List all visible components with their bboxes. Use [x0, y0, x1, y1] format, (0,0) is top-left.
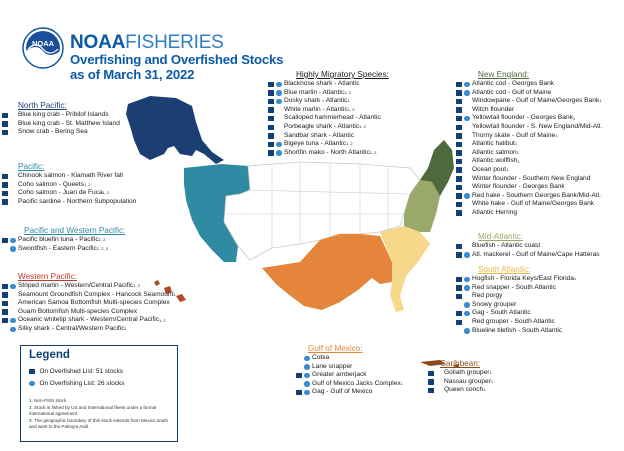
stock-label: Ocean pout	[472, 165, 507, 173]
marker-spacer	[10, 182, 16, 188]
marker-spacer	[464, 176, 470, 182]
marker-spacer	[276, 133, 282, 139]
marker-spacer	[276, 107, 282, 113]
stock-label: Yellowtail flounder - Georges Bank	[472, 114, 573, 122]
stock-label: Sandbar shark - Atlantic	[284, 131, 355, 139]
stock-item: Atlantic halibut 1	[456, 140, 602, 149]
stock-label: Bigeye tuna - Atlantic	[284, 140, 346, 148]
stock-item	[456, 192, 602, 201]
alaska-region	[126, 96, 224, 164]
overfished-square-icon	[428, 379, 434, 385]
legend-note-2: 2. Stock is fished by US and International fleets under a formal international agreement	[29, 405, 157, 416]
overfished-square-icon	[456, 252, 462, 258]
overfishing-circle-icon	[10, 327, 16, 333]
overfishing-circle-icon	[464, 90, 470, 96]
overfishing-circle-icon	[304, 373, 310, 379]
overfished-square-icon	[268, 133, 274, 139]
overfished-square-icon	[2, 301, 8, 307]
stock-item: Shortfin mako - North Atlantic 1, 2	[268, 149, 389, 158]
stock-label: Coho salmon - Juan de Fuca	[18, 189, 103, 197]
overfishing-circle-icon	[464, 277, 470, 283]
overfishing-circle-icon	[29, 381, 35, 387]
stock-item	[456, 106, 602, 115]
section-western-pacific	[2, 272, 176, 334]
section-pacific-western-pacific	[2, 226, 125, 253]
overfished-square-icon	[268, 142, 274, 148]
section-title-north-pacific: North Pacific:	[18, 101, 67, 110]
stock-item	[296, 363, 403, 372]
section-gulf-of-mexico	[296, 344, 403, 397]
stock-item: Atlantic salmon 1	[456, 149, 602, 158]
overfished-square-icon	[268, 90, 274, 96]
overfishing-circle-icon	[464, 116, 470, 122]
overfished-square-icon	[2, 113, 8, 119]
overfished-square-icon	[268, 99, 274, 105]
stock-label: Blueline tilefish - South Atlantic	[472, 326, 563, 334]
marker-spacer	[296, 356, 302, 362]
marker-spacer	[464, 142, 470, 148]
stock-item: Porbeagle shark - Atlantic 1, 2	[268, 123, 389, 132]
overfished-square-icon	[456, 294, 462, 300]
overfishing-circle-icon	[10, 284, 16, 290]
stock-item	[456, 309, 576, 318]
section-pacific	[2, 162, 136, 206]
stock-label: Thorny skate - Gulf of Maine	[472, 131, 556, 139]
overfishing-circle-icon	[304, 390, 310, 396]
stock-label: Queen conch	[444, 386, 484, 394]
overfished-square-icon	[456, 244, 462, 250]
stock-item	[2, 198, 136, 207]
stock-item	[456, 89, 602, 98]
overfishing-circle-icon	[464, 285, 470, 291]
overfished-square-icon	[456, 277, 462, 283]
stock-item: Pacific bluefin tuna - Pacific 1, 2	[2, 236, 125, 245]
overfishing-circle-icon	[464, 311, 470, 317]
stock-label: Blue marlin - Atlantic	[284, 88, 345, 96]
stock-item	[456, 209, 602, 218]
section-caribbean	[428, 359, 493, 395]
overfishing-circle-icon	[304, 381, 310, 387]
stock-label: Gag - South Atlantic	[472, 309, 531, 317]
stock-item	[296, 371, 403, 380]
stock-label: Atlantic salmon	[472, 148, 517, 156]
stock-item: Coho salmon - Juan de Fuca 1, 2	[2, 189, 136, 198]
section-title-gulf-of-mexico: Gulf of Mexico:	[308, 344, 363, 353]
stock-label: Atlantic Herring	[472, 208, 518, 216]
stock-label: Gag - Gulf of Mexico	[312, 388, 373, 396]
stock-item: Nassau grouper 1	[428, 378, 493, 387]
overfished-square-icon	[268, 82, 274, 88]
overfishing-circle-icon	[464, 328, 470, 334]
stock-label: Bluefish - Atlantic coast	[472, 242, 541, 249]
overfished-square-icon	[456, 82, 462, 88]
overfished-square-icon	[2, 199, 8, 205]
overfishing-circle-icon	[276, 150, 282, 156]
section-title-western-pacific: Western Pacific:	[18, 272, 77, 281]
stock-label: American Samoa Bottomfish Multi-species Complex	[18, 299, 170, 307]
stock-label: Dusky shark - Atlantic	[284, 97, 348, 105]
stock-item	[2, 111, 120, 120]
overfished-square-icon	[456, 285, 462, 291]
overfished-square-icon	[296, 373, 302, 379]
section-title-mid-atlantic: Mid-Atlantic:	[478, 232, 524, 241]
marker-spacer	[296, 364, 302, 370]
stock-item: Swordfish - Eastern Pacific 1, 2, 3	[2, 245, 125, 254]
stock-item	[268, 132, 389, 141]
stock-item	[2, 128, 120, 137]
stock-item	[456, 327, 576, 336]
stock-item: Seamount Groundfish Complex - Hancock Seamount 1	[2, 291, 176, 300]
marker-spacer	[456, 328, 462, 334]
overfished-square-icon	[2, 292, 8, 298]
overfished-square-icon	[456, 90, 462, 96]
stock-label: Porbeagle shark - Atlantic	[284, 122, 360, 130]
marker-spacer	[464, 210, 470, 216]
section-title-pacific: Pacific:	[18, 162, 45, 171]
marker-spacer	[436, 379, 442, 385]
overfished-square-icon	[29, 369, 35, 375]
stock-item	[456, 80, 602, 89]
overfishing-circle-icon	[276, 142, 282, 148]
stock-label: Red grouper - South Atlantic	[472, 317, 555, 325]
overfished-square-icon	[268, 107, 274, 113]
stock-label: Gulf of Mexico Jacks Complex	[312, 379, 401, 387]
legend-box	[20, 345, 178, 442]
overfished-square-icon	[2, 284, 8, 290]
stock-item: Striped marlin - Western/Central Pacific 1, 2	[2, 282, 176, 291]
stock-item	[456, 251, 600, 260]
stock-label: Blue king crab - St. Matthew Island	[18, 119, 120, 127]
stock-item	[456, 284, 576, 293]
stock-item: Hogfish - Florida Keys/East Florida 1	[456, 275, 576, 284]
section-north-pacific	[2, 101, 120, 137]
section-title-highly-migratory: Highly Migratory Species:	[296, 70, 389, 79]
section-highly-migratory	[268, 70, 389, 157]
stock-label: Blue king crab - Pribilof Islands	[18, 111, 109, 118]
stock-item: Goliath grouper 1	[428, 369, 493, 378]
overfishing-circle-icon	[276, 99, 282, 105]
stock-item	[456, 292, 576, 301]
overfished-square-icon	[428, 371, 434, 377]
overfished-square-icon	[2, 309, 8, 315]
marker-spacer	[10, 130, 16, 136]
stock-item	[2, 308, 176, 317]
overfished-square-icon	[456, 99, 462, 105]
stock-item: Windowpane - Gulf of Maine/Georges Bank 1	[456, 97, 602, 106]
subtitle-line-1: Overfishing and Overfished Stocks	[70, 52, 284, 67]
overfishing-circle-icon	[10, 238, 16, 244]
overfished-square-icon	[428, 388, 434, 394]
stock-item: Atlantic wolffish 1	[456, 157, 602, 166]
marker-spacer	[10, 301, 16, 307]
stock-label: Lane snapper	[312, 362, 353, 370]
overfished-square-icon	[456, 159, 462, 165]
stock-label: Striped marlin - Western/Central Pacific	[18, 282, 134, 289]
section-mid-atlantic	[456, 232, 600, 259]
stock-label: Scalloped hammerhead - Atlantic	[284, 114, 381, 122]
overfished-square-icon	[456, 202, 462, 208]
marker-spacer	[464, 185, 470, 191]
overfished-square-icon	[2, 318, 8, 324]
section-title-south-atlantic: South Atlantic:	[478, 265, 531, 274]
overfished-square-icon	[456, 133, 462, 139]
marker-spacer	[10, 113, 16, 119]
stock-label: Atlantic halibut	[472, 140, 515, 148]
stock-item	[2, 299, 176, 308]
overfished-square-icon	[456, 311, 462, 317]
overfishing-circle-icon	[304, 364, 310, 370]
overfishing-circle-icon	[276, 90, 282, 96]
stock-label: Swordfish - Eastern Pacific	[18, 244, 97, 252]
overfished-square-icon	[2, 191, 8, 197]
stock-item: White marlin - Atlantic 1, 2	[268, 106, 389, 115]
section-title-caribbean: Caribbean:	[440, 359, 481, 368]
overfishing-circle-icon	[10, 318, 16, 324]
stock-label: Atlantic cod - Georges Bank	[472, 80, 555, 87]
stock-label: Atlantic wolffish	[472, 157, 518, 165]
overfished-square-icon	[2, 121, 8, 127]
stock-item: Silky shark - Central/Western Pacific 1	[2, 325, 176, 334]
stock-label: Guam Bottomfish Multi-species Complex	[18, 307, 138, 315]
overfished-square-icon	[456, 107, 462, 113]
stock-label: Coho salmon - Queets	[18, 180, 84, 188]
stock-item	[296, 354, 403, 363]
overfishing-circle-icon	[304, 356, 310, 362]
marker-spacer	[276, 125, 282, 131]
overfished-square-icon	[456, 142, 462, 148]
stock-label: Hogfish - Florida Keys/East Florida	[472, 275, 574, 282]
legend-title: Legend	[29, 349, 70, 361]
stock-label: Red porgy	[472, 292, 503, 300]
marker-spacer	[464, 202, 470, 208]
marker-spacer	[464, 133, 470, 139]
stock-item	[456, 123, 602, 132]
legend-overfished-label: On Overfished List: 51 stocks	[39, 368, 123, 375]
stock-label: Witch flounder	[472, 105, 515, 113]
legend-overfishing	[29, 378, 124, 389]
marker-spacer	[2, 246, 8, 252]
stock-label: Windowpane - Gulf of Maine/Georges Bank	[472, 97, 600, 105]
section-south-atlantic	[456, 265, 576, 335]
overfishing-circle-icon	[276, 82, 282, 88]
overfished-square-icon	[268, 125, 274, 131]
stock-label: Atlantic cod - Gulf of Maine	[472, 88, 552, 96]
stock-label: Shortfin mako - North Atlantic	[284, 148, 370, 156]
marker-spacer	[464, 159, 470, 165]
stock-label: Winter flounder - Georges Bank	[472, 183, 565, 191]
stock-label: Snowy grouper	[472, 300, 517, 308]
stock-item: Yellowtail flounder - Georges Bank 1	[456, 114, 602, 123]
stock-label: Goliath grouper	[444, 369, 490, 376]
stock-item	[456, 200, 602, 209]
subtitle-line-2: as of March 31, 2022	[70, 67, 195, 82]
marker-spacer	[296, 381, 302, 387]
legend-note-3: 3. The geographic boundary of this stock extends from Mexico south and west to the Palmyra Atoll.	[29, 418, 169, 429]
marker-spacer	[10, 199, 16, 205]
stock-item	[456, 301, 576, 310]
stock-label: White hake - Gulf of Maine/Georges Bank	[472, 200, 595, 208]
marker-spacer	[464, 107, 470, 113]
stock-item: Bigeye tuna - Atlantic 1, 2	[268, 140, 389, 149]
marker-spacer	[436, 388, 442, 394]
stock-item: Gulf of Mexico Jacks Complex 1	[296, 380, 403, 389]
marker-spacer	[276, 116, 282, 122]
overfishing-circle-icon	[464, 252, 470, 258]
marker-spacer	[464, 320, 470, 326]
stock-label: Nassau grouper	[444, 377, 491, 385]
stock-item	[296, 388, 403, 397]
marker-spacer	[464, 125, 470, 131]
section-new-england	[456, 70, 602, 218]
legend-note-1: 1. Non-FSSI stock	[29, 398, 67, 403]
stock-label: Pacific sardine - Northern Subpopulation	[18, 197, 137, 205]
stock-item	[456, 183, 602, 192]
overfishing-circle-icon	[464, 193, 470, 199]
stock-label: Pacific bluefin tuna - Pacific	[18, 236, 99, 243]
stock-label: Chinook salmon - Klamath River fall	[18, 172, 123, 179]
stock-item	[456, 318, 576, 327]
marker-spacer	[464, 294, 470, 300]
marker-spacer	[464, 99, 470, 105]
overfished-square-icon	[456, 176, 462, 182]
overfished-square-icon	[268, 150, 274, 156]
overfished-square-icon	[456, 210, 462, 216]
title-noaa: NOAA	[70, 32, 126, 53]
marker-spacer	[436, 371, 442, 377]
stock-label: White marlin - Atlantic	[284, 105, 348, 113]
stock-label: Oceanic whitetip shark - Western/Central Pacific	[18, 316, 159, 324]
stock-item: Queen conch 1	[428, 386, 493, 395]
marker-spacer	[456, 302, 462, 308]
logo-text: NOAA	[31, 39, 55, 48]
overfished-square-icon	[456, 150, 462, 156]
marker-spacer	[2, 327, 8, 333]
title-fisheries: FISHERIES	[125, 32, 224, 53]
overfishing-circle-icon	[464, 302, 470, 308]
stock-item	[2, 172, 136, 181]
section-title-pacific-western-pacific: Pacific and Western Pacific:	[24, 226, 126, 235]
marker-spacer	[464, 150, 470, 156]
overfished-square-icon	[456, 193, 462, 199]
stock-item: Ocean pout 1	[456, 166, 602, 175]
stock-label: Winter flounder - Southern New England	[472, 174, 591, 182]
marker-spacer	[10, 309, 16, 315]
stock-item	[456, 242, 600, 251]
stock-item: Oceanic whitetip shark - Western/Central Pacific 1, 2	[2, 316, 176, 325]
overfished-square-icon	[296, 390, 302, 396]
stock-item: Coho salmon - Queets 1, 2	[2, 181, 136, 190]
section-title-new-england: New England:	[478, 70, 529, 79]
overfishing-circle-icon	[10, 246, 16, 252]
marker-spacer	[10, 121, 16, 127]
stock-item: Dusky shark - Atlantic 1	[268, 97, 389, 106]
overfished-square-icon	[2, 182, 8, 188]
stock-item: Thorny skate - Gulf of Maine 1	[456, 132, 602, 141]
stock-label: Blacknose shark - Atlantic	[284, 80, 360, 87]
legend-overfished	[29, 366, 123, 377]
marker-spacer	[10, 174, 16, 180]
overfished-square-icon	[2, 238, 8, 244]
stock-item	[268, 114, 389, 123]
overfished-square-icon	[456, 320, 462, 326]
stock-item	[2, 120, 120, 129]
stock-item	[268, 80, 389, 89]
stock-label: Atl. mackerel - Gulf of Maine/Cape Hatteras	[472, 250, 600, 258]
marker-spacer	[10, 292, 16, 298]
marker-spacer	[464, 244, 470, 250]
marker-spacer	[464, 167, 470, 173]
stock-label: Seamount Groundfish Complex - Hancock Seamount	[18, 290, 174, 298]
overfished-square-icon	[456, 167, 462, 173]
overfished-square-icon	[2, 174, 8, 180]
stock-label: Snow crab - Bering Sea	[18, 128, 88, 136]
stock-label: Silky shark - Central/Western Pacific	[18, 324, 125, 332]
overfished-square-icon	[268, 116, 274, 122]
overfishing-circle-icon	[464, 82, 470, 88]
overfished-square-icon	[456, 116, 462, 122]
overfished-square-icon	[2, 130, 8, 136]
stock-label: Red snapper - South Atlantic	[472, 283, 556, 291]
stock-label: Cobia	[312, 354, 330, 361]
stock-item	[456, 175, 602, 184]
marker-spacer	[10, 191, 16, 197]
stock-label: Greater amberjack	[312, 371, 367, 379]
overfished-square-icon	[456, 185, 462, 191]
overfished-square-icon	[456, 125, 462, 131]
stock-item: Blue marlin - Atlantic 1, 2	[268, 89, 389, 98]
stock-label: Red hake - Southern Georges Bank/Mid-Atl.	[472, 191, 602, 199]
stock-label: Yellowtail flounder - S. New England/Mid-Atl.	[472, 122, 603, 130]
legend-overfishing-label: On Overfishing List: 26 stocks	[39, 380, 125, 387]
